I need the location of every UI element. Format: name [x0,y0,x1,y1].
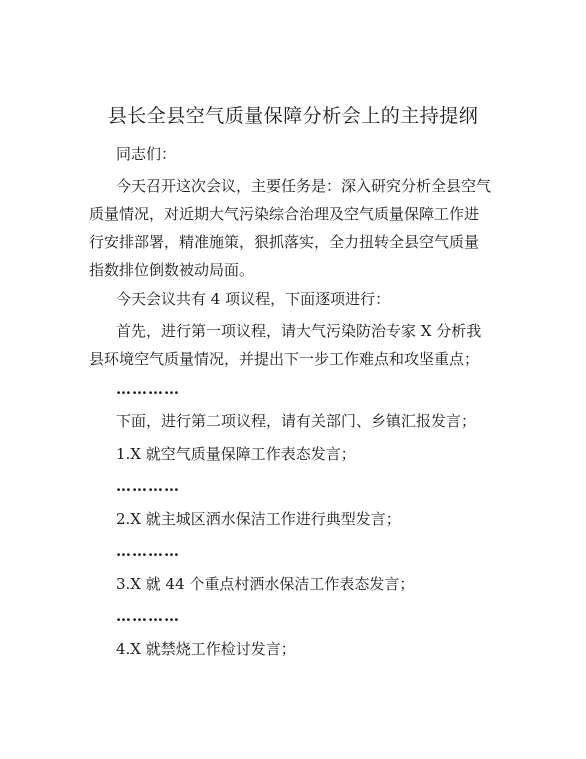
paragraph-opening: 今天召开这次会议，主要任务是：深入研究分析全县空气质量情况，对近期大气污染综合治理及空气质量保障工作进行安排部署，精准施策，狠抓落实，全力扭转全县空气质量指数排位倒数被动局面。 [89,177,492,279]
salutation: 同志们： [116,145,177,163]
ellipsis-3: ………… [116,542,180,560]
list-item-3: 3.X 就 44 个重点村洒水保洁工作表态发言； [116,575,415,593]
paragraph-agenda-intro: 今天会议共有 4 项议程，下面逐项进行： [116,290,391,308]
document-title: 县长全县空气质量保障分析会上的主持提纲 [107,105,479,127]
ellipsis-4: ………… [116,607,180,625]
list-item-4: 4.X 就禁烧工作检讨发言； [116,640,296,658]
list-item-1: 1.X 就空气质量保障工作表态发言； [116,445,356,463]
ellipsis-1: ………… [116,380,180,398]
list-item-2: 2.X 就主城区洒水保洁工作进行典型发言； [116,510,401,528]
paragraph-second-agenda: 下面，进行第二项议程，请有关部门、乡镇汇报发言； [116,412,477,430]
ellipsis-2: ………… [116,477,180,495]
paragraph-first-agenda: 首先，进行第一项议程，请大气污染防治专家 X 分析我县环境空气质量情况，并提出下一步工作难点和攻坚重点； [89,322,482,368]
